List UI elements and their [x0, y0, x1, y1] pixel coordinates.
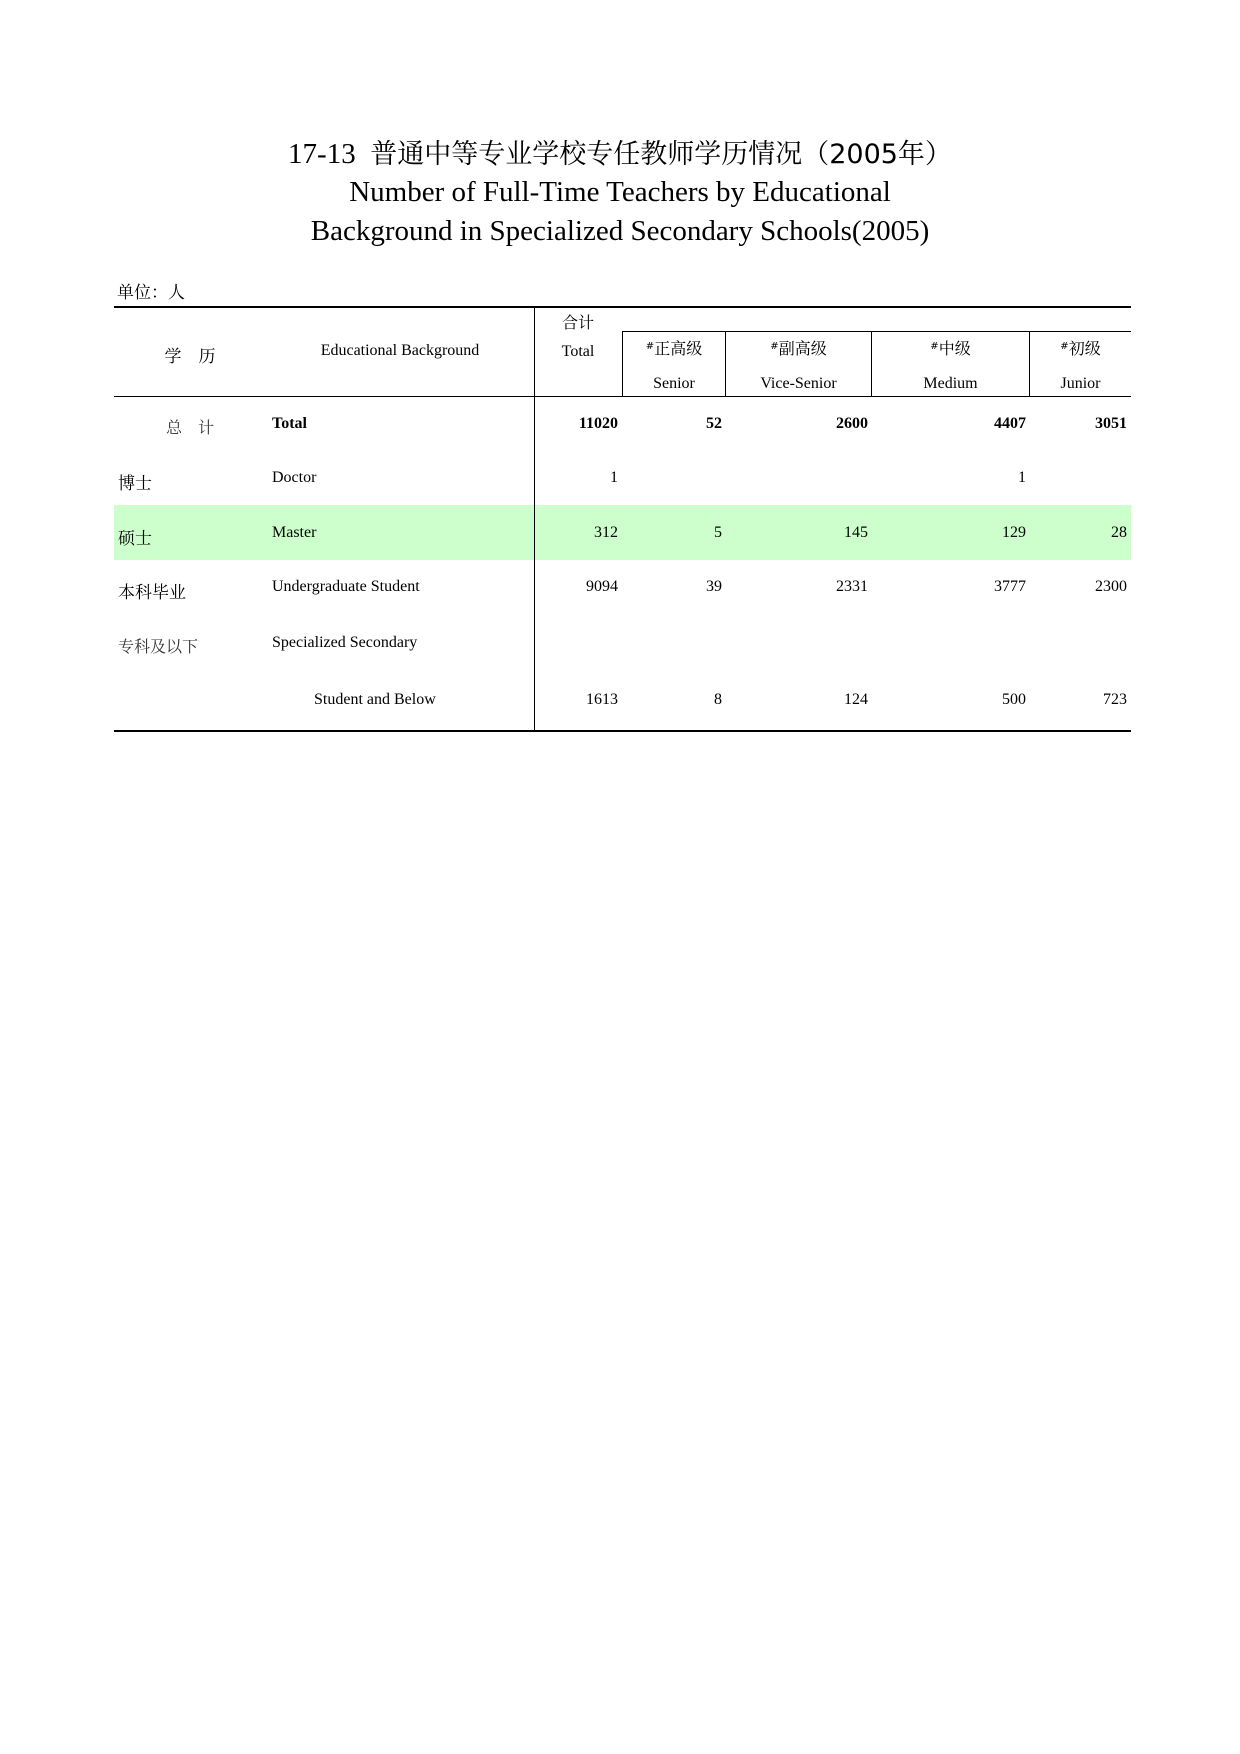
row-total-total: 11020 [578, 415, 618, 432]
vertical-rule-total [534, 307, 535, 731]
row-total-en: Total [272, 415, 307, 432]
row-specialized-medium: 500 [1002, 691, 1026, 708]
header-education-en: Educational Background [320, 342, 480, 359]
header-vice-zh [726, 336, 871, 359]
row-undergrad-vice: 2331 [836, 578, 868, 595]
row-total-zh: 总 计 [165, 418, 214, 437]
row-doctor-en: Doctor [272, 469, 317, 486]
row-master-vice: 145 [844, 524, 868, 541]
header-medium-en: Medium [923, 375, 978, 392]
medium-zh-text: 中级 [938, 339, 971, 358]
row-master-senior: 5 [714, 524, 722, 541]
title-zh-text: 普通中等专业学校专任教师学历情况（2005年） [370, 139, 952, 170]
hash-mark: # [645, 341, 655, 352]
row-undergrad-en: Undergraduate Student [272, 578, 420, 595]
row-master-en: Master [272, 524, 317, 541]
header-total-zh: 合计 [561, 313, 594, 332]
table-bottom-rule [114, 730, 1131, 732]
header-vice-en: Vice-Senior [760, 375, 837, 392]
row-undergrad-senior: 39 [706, 578, 722, 595]
hash-mark: # [930, 341, 939, 352]
row-specialized-total: 1613 [586, 691, 618, 708]
row-total-medium: 4407 [994, 415, 1026, 432]
row-specialized-zh: 专科及以下 [118, 637, 199, 656]
row-specialized-vice: 124 [844, 691, 868, 708]
row-master-total: 312 [594, 524, 618, 541]
header-junior-zh [1030, 336, 1131, 359]
table-title-en-line2: Background in Specialized Secondary Schools(2005) [310, 215, 930, 247]
row-total-vice: 2600 [836, 415, 868, 432]
row-total-senior: 52 [706, 415, 722, 432]
table-top-rule [114, 306, 1131, 308]
row-specialized-senior: 8 [714, 691, 722, 708]
row-undergrad-total: 9094 [586, 578, 618, 595]
row-doctor-total: 1 [610, 469, 618, 486]
junior-zh-text: 初级 [1068, 339, 1101, 358]
header-senior-en: Senior [653, 375, 695, 392]
header-education-zh: 学 历 [164, 347, 216, 367]
hash-mark: # [1060, 341, 1069, 352]
row-master-medium: 129 [1002, 524, 1026, 541]
vice-zh-text: 副高级 [778, 339, 827, 358]
row-doctor-zh: 博士 [118, 474, 152, 494]
row-undergrad-junior: 2300 [1095, 578, 1127, 595]
row-master-junior: 28 [1111, 524, 1127, 541]
row-total-junior: 3051 [1095, 415, 1127, 432]
header-junior-en: Junior [1060, 375, 1101, 392]
row-specialized-en2: Student and Below [314, 691, 436, 708]
header-senior-zh [623, 336, 725, 359]
header-medium-zh [872, 336, 1029, 359]
row-master-zh: 硕士 [118, 529, 152, 549]
hash-mark: # [770, 341, 779, 352]
header-total-en: Total [561, 343, 595, 360]
table-title-zh [0, 132, 1240, 171]
table-title-en-line1: Number of Full-Time Teachers by Educational [349, 176, 891, 208]
table-number: 17-13 [288, 138, 356, 170]
row-specialized-junior: 723 [1103, 691, 1127, 708]
unit-label: 单位：人 [117, 283, 185, 303]
subheader-rule [622, 331, 1131, 332]
senior-zh-text: 正高级 [654, 339, 703, 358]
row-undergrad-medium: 3777 [994, 578, 1026, 595]
row-doctor-medium: 1 [1018, 469, 1026, 486]
row-specialized-en: Specialized Secondary [272, 634, 418, 651]
row-undergrad-zh: 本科毕业 [118, 583, 186, 603]
